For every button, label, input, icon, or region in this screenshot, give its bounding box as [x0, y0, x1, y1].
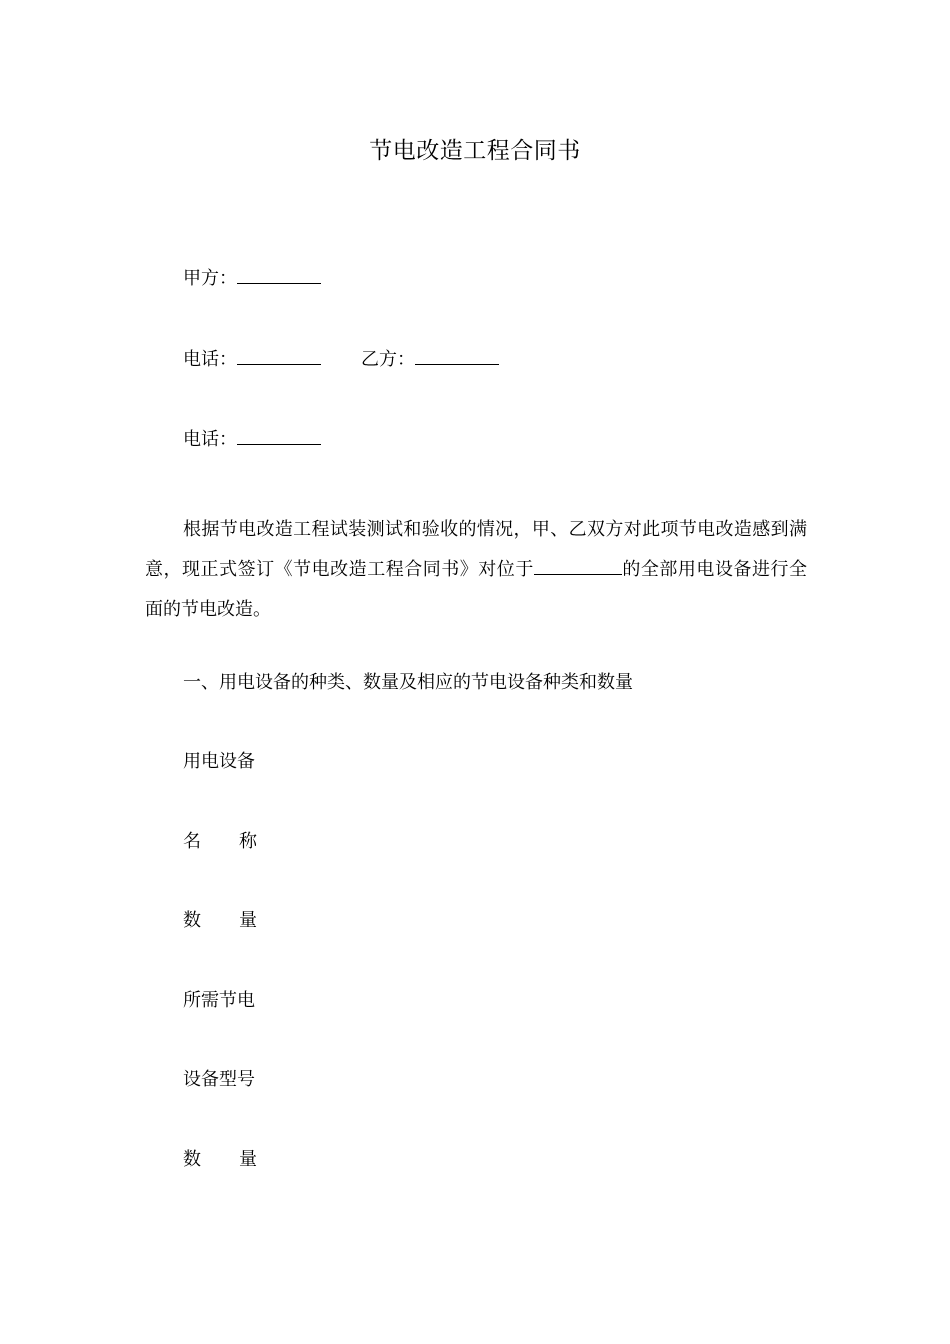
label-quantity	[183, 909, 257, 933]
label-qty2-char-2: 量	[239, 1149, 257, 1170]
intro-text-1: 根据节电改造工程试装测试和验收的情况，甲、乙双方对此项节电改造感到满意，现正式签订《节电改造工程合同书》对位于	[145, 519, 807, 580]
phone-label-2: 电话：	[183, 429, 237, 450]
party-a-line	[183, 265, 321, 291]
phone-party-b-line	[183, 346, 499, 372]
phone-b-blank[interactable]	[237, 426, 321, 445]
party-a-blank[interactable]	[237, 265, 321, 284]
label-device-model: 设备型号	[183, 1069, 255, 1090]
label-name-char-1: 名	[183, 831, 201, 852]
party-b-blank[interactable]	[415, 346, 499, 365]
phone-label: 电话：	[183, 349, 237, 370]
label-qty-char-1: 数	[183, 910, 201, 931]
label-name	[183, 830, 257, 854]
document-title: 节电改造工程合同书	[369, 138, 581, 164]
label-name-char-2: 称	[239, 831, 257, 852]
label-qty2-char-1: 数	[183, 1149, 201, 1170]
party-b-label: 乙方：	[361, 349, 415, 370]
party-a-label: 甲方：	[183, 268, 237, 289]
section-1-heading: 一、用电设备的种类、数量及相应的节电设备种类和数量	[183, 672, 633, 693]
label-equipment: 用电设备	[183, 751, 255, 772]
intro-paragraph	[145, 510, 807, 630]
label-quantity-2	[183, 1148, 257, 1172]
label-required-device: 所需节电	[183, 990, 255, 1011]
phone-b-line	[183, 426, 321, 452]
intro-text-2: 的全部用电设备进行全面的节电改造。	[145, 559, 808, 620]
label-qty-char-2: 量	[239, 910, 257, 931]
phone-a-blank[interactable]	[237, 346, 321, 365]
location-blank[interactable]	[534, 558, 622, 575]
